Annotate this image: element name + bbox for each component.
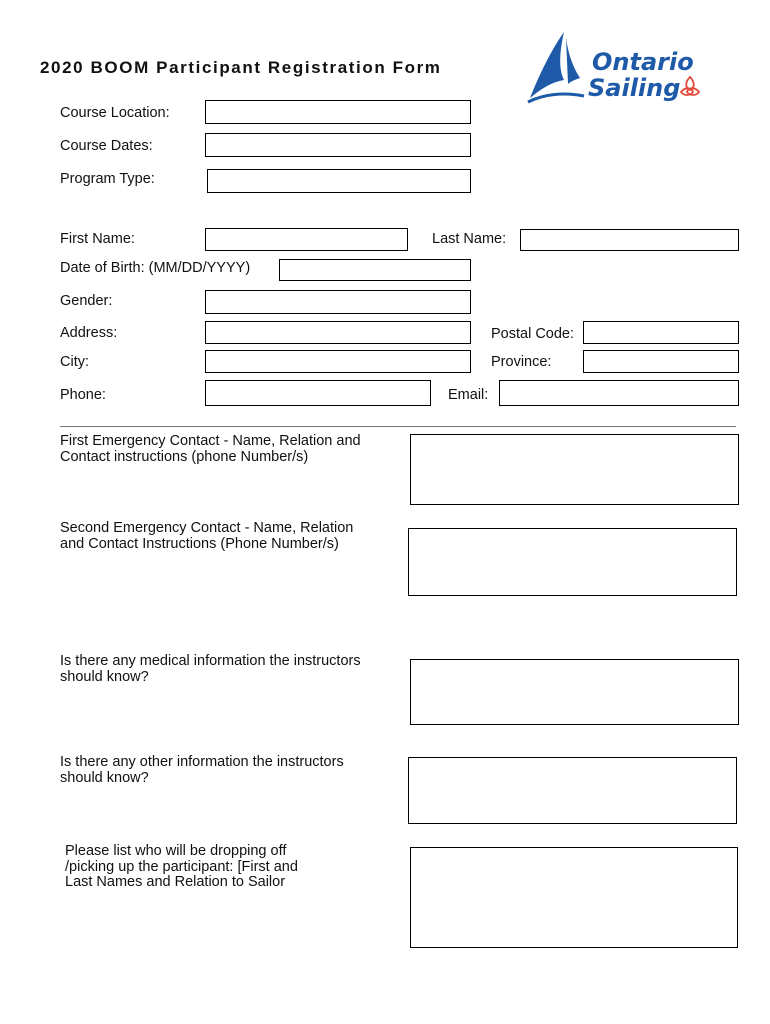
ontario-sailing-logo	[524, 28, 714, 108]
address-input[interactable]	[205, 321, 471, 344]
trillium-icon	[681, 77, 699, 95]
phone-label: Phone:	[60, 387, 106, 403]
gender-input[interactable]	[205, 290, 471, 314]
medical-info-input[interactable]	[410, 659, 739, 725]
medical-info-label: Is there any medical information the instructors should know?	[60, 653, 361, 685]
page-title: 2020 BOOM Participant Registration Form	[40, 58, 442, 77]
program-type-label: Program Type:	[60, 171, 155, 187]
course-dates-input[interactable]	[205, 133, 471, 157]
pickup-persons-label: Please list who will be dropping off /picking up the participant: [First and Last Names and Relation to Sailor	[65, 843, 298, 890]
phone-input[interactable]	[205, 380, 431, 406]
section-divider	[60, 426, 736, 427]
first-name-label: First Name:	[60, 231, 135, 247]
last-name-label: Last Name:	[432, 231, 507, 247]
other-info-label: Is there any other information the instructors should know?	[60, 754, 344, 786]
course-dates-label: Course Dates:	[60, 138, 153, 154]
province-label: Province:	[491, 354, 552, 370]
logo-line1: Ontario	[592, 48, 694, 76]
postal-code-label: Postal Code:	[491, 326, 575, 342]
date-of-birth-input[interactable]	[279, 259, 471, 281]
course-location-label: Course Location:	[60, 105, 170, 121]
pickup-persons-input[interactable]	[410, 847, 738, 948]
emergency-contact-1-input[interactable]	[410, 434, 739, 505]
logo-line2: Sailing	[588, 74, 681, 102]
address-label: Address:	[60, 325, 118, 341]
course-location-input[interactable]	[205, 100, 471, 124]
city-input[interactable]	[205, 350, 471, 373]
last-name-input[interactable]	[520, 229, 739, 251]
program-type-input[interactable]	[207, 169, 471, 193]
postal-code-input[interactable]	[583, 321, 739, 344]
date-of-birth-label: Date of Birth: (MM/DD/YYYY)	[60, 260, 251, 276]
email-input[interactable]	[499, 380, 739, 406]
sail-icon	[528, 32, 584, 102]
gender-label: Gender:	[60, 293, 113, 309]
emergency-contact-2-label: Second Emergency Contact - Name, Relation and Contact Instructions (Phone Number/s)	[60, 520, 354, 552]
email-label: Email:	[448, 387, 489, 403]
emergency-contact-2-input[interactable]	[408, 528, 737, 596]
province-input[interactable]	[583, 350, 739, 373]
other-info-input[interactable]	[408, 757, 737, 824]
city-label: City:	[60, 354, 89, 370]
first-name-input[interactable]	[205, 228, 408, 251]
emergency-contact-1-label: First Emergency Contact - Name, Relation and Contact instructions (phone Number/s)	[60, 433, 361, 465]
